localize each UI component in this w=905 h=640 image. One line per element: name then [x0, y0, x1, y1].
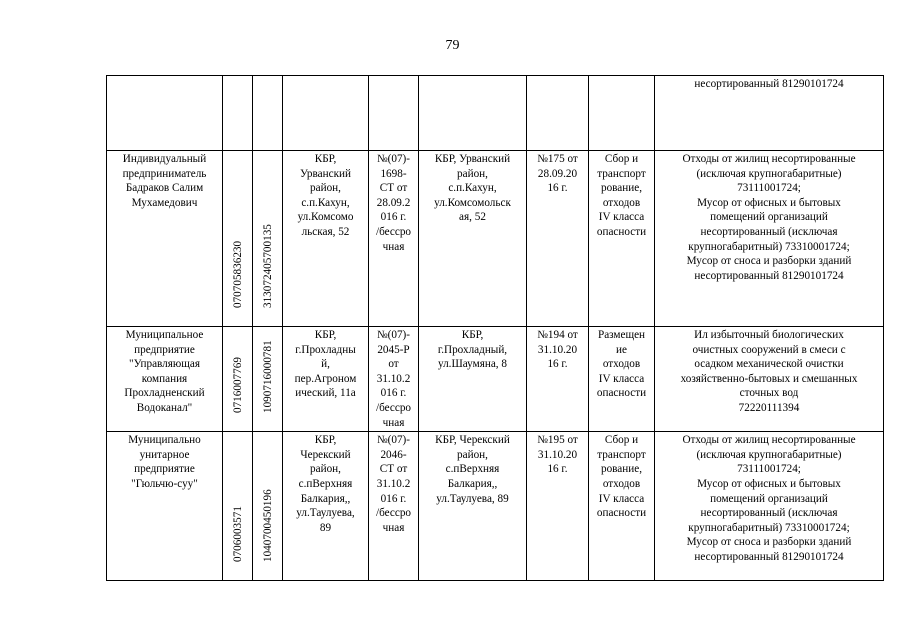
- inn-cell: [223, 327, 253, 432]
- ogrn-value: 313072405700135: [261, 224, 274, 308]
- table-row: [107, 327, 884, 432]
- inn-value: 0716007769: [231, 357, 244, 414]
- ogrn-value: 1090716000781: [261, 340, 274, 414]
- activity-cell: [589, 76, 655, 151]
- name-cell: Муниципально унитарное предприятие "Гюльчю-суу": [107, 432, 223, 581]
- inn-value: 070705836230: [231, 240, 244, 308]
- decision-cell: №195 от 31.10.20 16 г.: [527, 432, 589, 581]
- name-cell: [107, 76, 223, 151]
- table-row: [107, 151, 884, 327]
- place-cell: КБР, Урванский район, с.п.Кахун, ул.Комсомольск ая, 52: [419, 151, 527, 327]
- decision-cell: [527, 76, 589, 151]
- decision-cell: №194 от 31.10.20 16 г.: [527, 327, 589, 432]
- address-cell: КБР, Черекский район, с.пВерхняя Балкария,, ул.Таулуева, 89: [283, 432, 369, 581]
- license-cell: №(07)- 2046- СТ от 31.10.2 016 г. /бессро чная: [369, 432, 419, 581]
- address-cell: КБР, г.Прохладны й, пер.Агроном ический, 11а: [283, 327, 369, 432]
- activity-cell: Сбор и транспорт рование, отходов IV класса опасности: [589, 151, 655, 327]
- inn-cell: [223, 76, 253, 151]
- ogrn-value: 1040700450196: [261, 489, 274, 563]
- page-number: 79: [445, 38, 460, 53]
- place-cell: КБР, г.Прохладный, ул.Шаумяна, 8: [419, 327, 527, 432]
- waste-cell: Отходы от жилищ несортированные (исключая крупногабаритные) 73111001724; Мусор от офисных и бытовых помещений организаций несортированный (исключая крупногабаритный) 73310001724; Мусор от сноса и разборки зданий несортированный 81290101724: [655, 432, 884, 581]
- waste-cell: Ил избыточный биологических очистных сооружений в смеси с осадком механической очистки хозяйственно-бытовых и смешанных сточных вод 72220111394: [655, 327, 884, 432]
- waste-cell: несортированный 81290101724: [655, 76, 884, 151]
- license-cell: [369, 76, 419, 151]
- name-cell: Муниципальное предприятие "Управляющая компания Прохладненский Водоканал": [107, 327, 223, 432]
- ogrn-cell: [253, 151, 283, 327]
- inn-value: 0706003571: [231, 506, 244, 563]
- waste-cell: Отходы от жилищ несортированные (исключая крупногабаритные) 73111001724; Мусор от офисных и бытовых помещений организаций несортированный (исключая крупногабаритный) 73310001724; Мусор от сноса и разборки зданий несортированный 81290101724: [655, 151, 884, 327]
- activity-cell: Размещен ие отходов IV класса опасности: [589, 327, 655, 432]
- ogrn-cell: [253, 327, 283, 432]
- decision-cell: №175 от 28.09.20 16 г.: [527, 151, 589, 327]
- activity-cell: Сбор и транспорт рование, отходов IV класса опасности: [589, 432, 655, 581]
- license-cell: №(07)- 2045-Р от 31.10.2 016 г. /бессро чная: [369, 327, 419, 432]
- table-row: [107, 432, 884, 581]
- inn-cell: [223, 151, 253, 327]
- place-cell: [419, 76, 527, 151]
- registry-table: [106, 75, 884, 581]
- address-cell: КБР, Урванский район, с.п.Кахун, ул.Комсомо льская, 52: [283, 151, 369, 327]
- inn-cell: [223, 432, 253, 581]
- table-row: [107, 76, 884, 151]
- ogrn-cell: [253, 432, 283, 581]
- license-cell: №(07)- 1698- СТ от 28.09.2 016 г. /бессро чная: [369, 151, 419, 327]
- place-cell: КБР, Черекский район, с.пВерхняя Балкария,, ул.Таулуева, 89: [419, 432, 527, 581]
- ogrn-cell: [253, 76, 283, 151]
- address-cell: [283, 76, 369, 151]
- name-cell: Индивидуальный предприниматель Бадраков Салим Мухамедович: [107, 151, 223, 327]
